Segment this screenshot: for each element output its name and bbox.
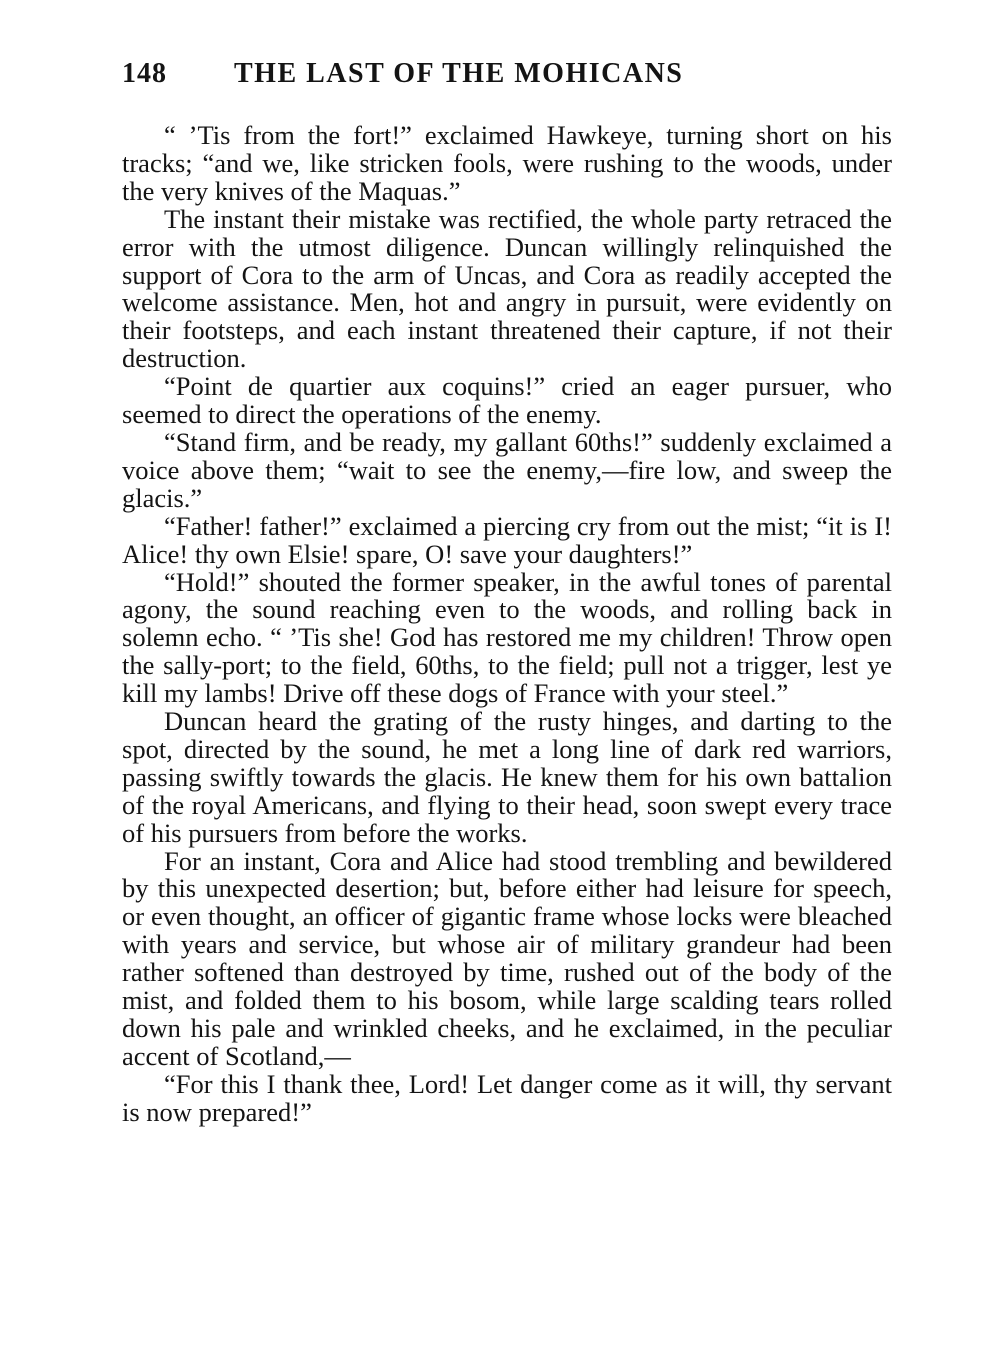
running-title: THE LAST OF THE MOHICANS [234,58,684,89]
paragraph: “For this I thank thee, Lord! Let danger come as it will, thy servant is now prepared!” [122,1068,892,1127]
paragraph: Duncan heard the grating of the rusty hinges, and darting to the spot, directed by the sound, he met a long line of dark red warriors, passing swiftly towards the glacis. He knew them for his own battalion of the royal Americans, and flying to their head, soon swept every trace of his pursuers from before the works. [122,706,892,848]
paragraph: “Point de quartier aux coquins!” cried an eager pursuer, who seemed to direct the operations of the enemy. [122,371,892,430]
paragraph: “Stand firm, and be ready, my gallant 60ths!” suddenly exclaimed a voice above them; “wait to see the enemy,—fire low, and sweep the glacis.” [122,426,892,513]
paragraph: “Hold!” shouted the former speaker, in the awful tones of parental agony, the sound reaching even to the woods, and rolling back in solemn echo. “ ’Tis she! God has restored me my children! Throw open the sally-port; to the field, 60ths, to the field; pull not a trigger, lest ye kill my lambs! Drive off these dogs of France with your steel.” [122,566,892,709]
body-text [122,122,892,1127]
paragraph: The instant their mistake was rectified, the whole party retraced the error with the utmost diligence. Duncan willingly relinquished the support of Cora to the arm of Uncas, and Cora as readily accepted the welcome assistance. Men, hot and angry in pursuit, were evidently on their footsteps, and each instant threatened their capture, if not their destruction. [122,203,892,374]
paragraph: For an instant, Cora and Alice had stood trembling and bewildered by this unexpected desertion; but, before either had leisure for speech, or even thought, an officer of gigantic frame whose locks were bleached with years and service, but whose air of military grandeur had been rather softened than destroyed by time, rushed out of the body of the mist, and folded them to his bosom, while large scalding tears rolled down his pale and wrinkled cheeks, and he exclaimed, in the peculiar accent of Scotland,— [122,845,892,1071]
paragraph: “Father! father!” exclaimed a piercing cry from out the mist; “it is I! Alice! thy own Elsie! spare, O! save your daughters!” [122,510,892,569]
page-number: 148 [122,58,167,89]
paragraph: “ ’Tis from the fort!” exclaimed Hawkeye, turning short on his tracks; “and we, like stricken fools, were rushing to the woods, under the very knives of the Maquas.” [122,120,892,206]
running-header [122,58,892,98]
